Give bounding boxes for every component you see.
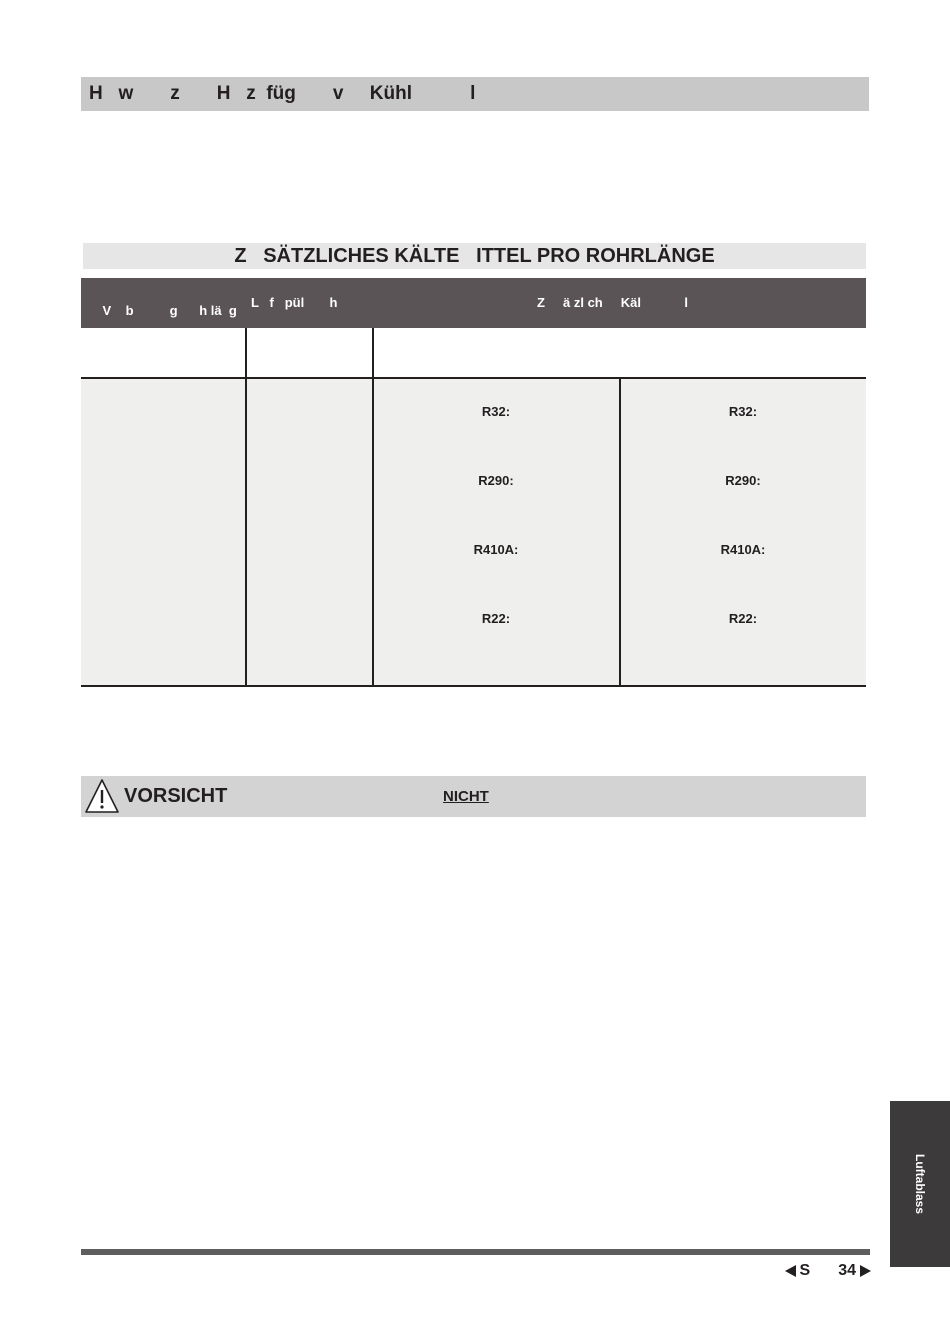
chapter-side-tab	[890, 1101, 950, 1267]
refrigerant-label: R22:	[481, 611, 511, 626]
refrigerant-label: R32:	[481, 404, 511, 419]
footer-rule	[81, 1249, 870, 1255]
section-heading: H w z H z füg v Kühl l	[81, 77, 869, 111]
caution-label: VORSICHT	[124, 785, 228, 807]
chapter-tab-label: Luftablass	[913, 1153, 927, 1215]
triangle-left-icon	[785, 1265, 796, 1277]
caution-emphasis-nicht: NICHT	[443, 788, 489, 805]
header-additional-refrigerant: Z ä zl ch Käl l	[537, 295, 688, 310]
table-header-row	[81, 278, 866, 328]
page-footer	[785, 1262, 871, 1280]
refrigerant-label: R22:	[728, 611, 758, 626]
header-pipe-length-line1: V b g h lä g	[102, 303, 237, 318]
table-column-divider	[619, 378, 621, 687]
table-bottom-border	[81, 685, 866, 687]
table-column-divider	[372, 328, 374, 687]
table-column-divider	[245, 328, 247, 687]
header-purge-method: L f pül h	[251, 295, 338, 310]
refrigerant-label: R32:	[728, 404, 758, 419]
page-number: 34	[838, 1262, 856, 1279]
refrigerant-label: R290:	[478, 473, 514, 488]
refrigerant-label: R410A:	[473, 542, 519, 557]
warning-triangle-icon	[84, 778, 120, 814]
triangle-right-icon	[860, 1265, 871, 1277]
table-row	[81, 328, 866, 378]
table-row-divider	[81, 377, 866, 379]
refrigerant-label: R290:	[725, 473, 761, 488]
table-row	[81, 378, 866, 686]
refrigerant-label: R410A:	[720, 542, 766, 557]
footer-section-letter: S	[799, 1262, 811, 1279]
caution-banner	[81, 776, 866, 817]
table-title: Z SÄTZLICHES KÄLTE ITTEL PRO ROHRLÄNGE	[83, 243, 866, 269]
